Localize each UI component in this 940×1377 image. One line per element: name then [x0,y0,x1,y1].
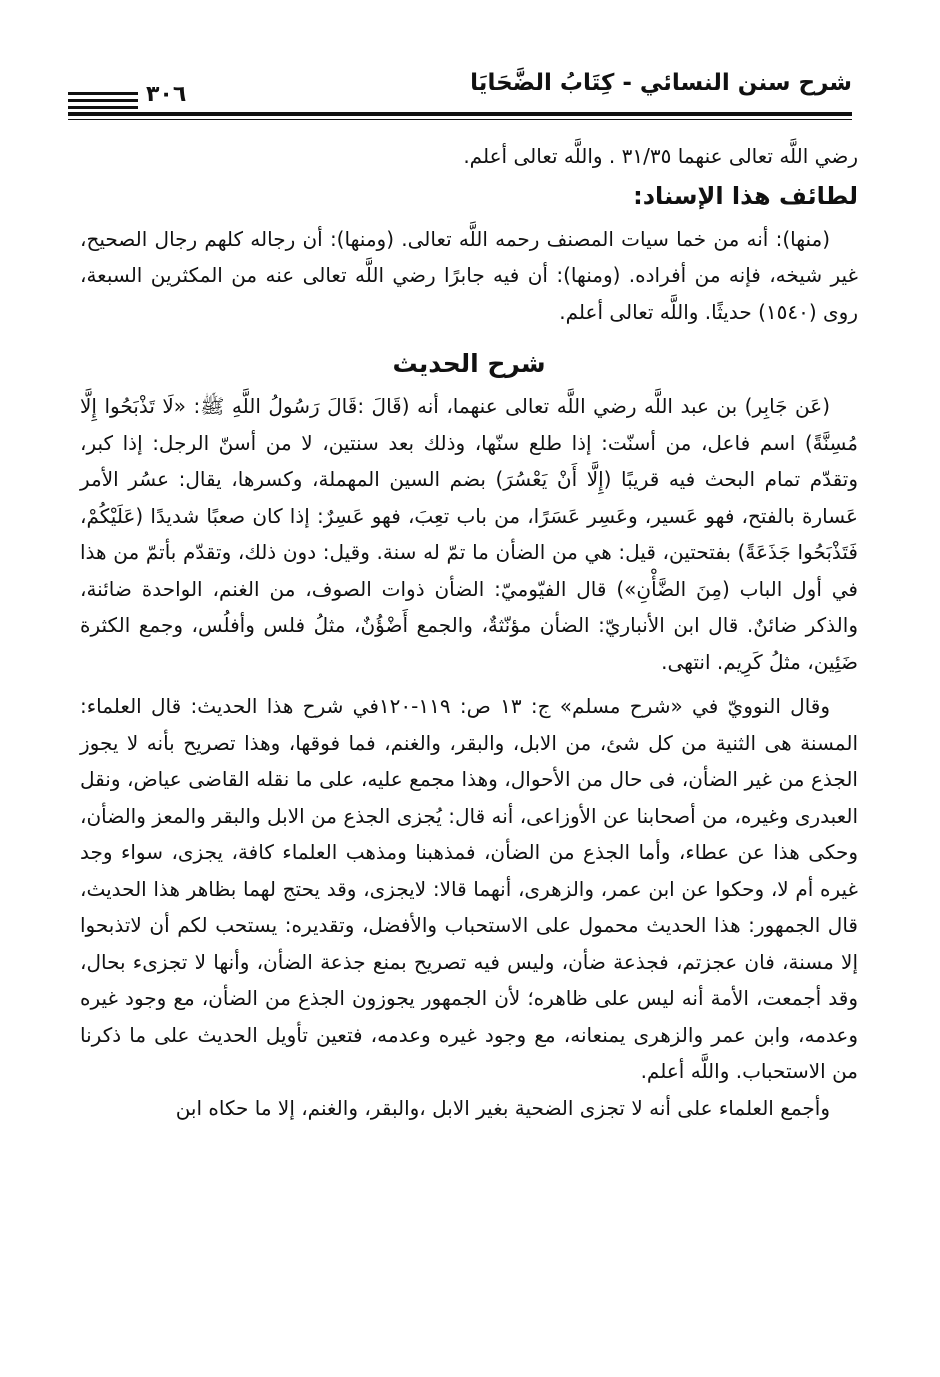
page-body [80,138,858,1126]
paragraph-lataif: (منها): أنه من خما سيات المصنف رحمه اللَّه تعالى. (ومنها): أن رجاله كلهم رجال الصحيح، غير شيخه، فإنه من أفراده. (ومنها): أن فيه جابرًا رضي اللَّه تعالى عنه من المكثرين السبعة، روى (١٥٤٠) حديثًا. واللَّه تعالى أعلم. [80,226,858,324]
paragraph-sharh: (عَن جَابِر) بن عبد اللَّه رضي اللَّه تعالى عنهما، أنه (قَالَ :قَالَ رَسُولُ اللَّهِ ﷺ: «لَا تَذْبَحُوا إِلَّا مُسِنَّةً) اسم فاعل، من أسنّت: إذا طلع سنّها، وذلك بعد سنتين، لا من أسنّ الرجل: إذا كبر، وتقدّم تمام البحث فيه قريبًا (إِلَّا أَنْ يَعْسُرَ) بضم السين المهملة، وكسرها، يقال: عسُر الأمر عَسارة بالفتح، فهو عَسير، وعَسِر عَسَرًا، من باب تعِبَ، فهو عَسِرٌ: إذا كان صعبًا شديدًا (عَلَيْكُمْ، فَتَذْبَحُوا جَذَعَةً) بفتحتين، قيل: هي من الضأن ما تمّ له سنة. وقيل: دون ذلك، وتقدّم بأتمّ من هذا في أول الباب (مِنَ الضَّأْنِ») قال الفيّوميّ: الضأن ذوات الصوف، من الغنم، الواحدة ضائنة، والذكر ضائنٌ. قال ابن الأنباريّ: الضأن مؤنّثةٌ، والجمع أَضْؤُنٌ، مثلُ فلس وأفلُس، وجمع الكثرة ضَئِين، مثلُ كَرِيم. انتهى. [80,394,858,674]
header-rule-thin [68,119,852,120]
page-number: ٣٠٦ [146,82,187,107]
running-header [68,62,852,116]
paragraph-intro: رضي اللَّه تعالى عنهما ٣١/٣٥ . واللَّه تعالى أعلم. [463,144,858,168]
paragraph-gap [80,680,858,688]
section-heading-sharh: شرح الحديث [392,349,546,378]
section-heading-lataif: لطائف هذا الإسناد: [633,181,858,210]
header-rule-thick [68,112,852,116]
paragraph-nawawi: وقال النوويّ في «شرح مسلم» ج: ١٣ ص: ١١٩-١٢٠في شرح هذا الحديث: قال العلماء: المسنة هى الثنية من كل شئ، من الابل، والبقر، والغنم، فما فوقها، وهذا تصريح بأنه لا يجوز الجذع من غير الضأن، فى حال من الأحوال، وهذا مجمع عليه، على ما نقله القاضى عياض، ونقل العبدرى وغيره، من أصحابنا عن الأوزاعى، أنه قال: يُجزى الجذع من الابل والبقر والمعز والضأن، وحكى هذا عن عطاء، وأما الجذع من الضأن، فمذهبنا ومذهب العلماء كافة، يجزى، سواء وجد غيره أم لا، وحكوا عن ابن عمر، والزهرى، أنهما قالا: لايجزى، وقد يحتج لهما بظاهر هذا الحديث، قال الجمهور: هذا الحديث محمول على الاستحباب والأفضل، وتقديره: يستحب لكم أن لاتذبحوا إلا مسنة، فان عجزتم، فجذعة ضأن، وليس فيه تصريح بمنع جذعة الضأن، وأنها لا تجزىء بحال، وقد أجمعت، الأمة أنه ليس على ظاهره؛ لأن الجمهور يجوزون الجذع من الضأن، مع وجود غيره وعدمه، وابن عمر والزهرى يمنعانه، مع وجود غيره وعدمه، فتعين تأويل الحديث على ما ذكرنا من الاستحباب. واللَّه أعلم. [80,694,858,1083]
header-title: شرح سنن النسائي - كِتَابُ الضَّحَايَا [470,70,852,96]
paragraph-ijma: وأجمع العلماء على أنه لا تجزى الضحية بغير الابل ،والبقر، والغنم، إلا ما حكاه ابن [175,1095,830,1120]
page-number-ornament [68,92,138,113]
